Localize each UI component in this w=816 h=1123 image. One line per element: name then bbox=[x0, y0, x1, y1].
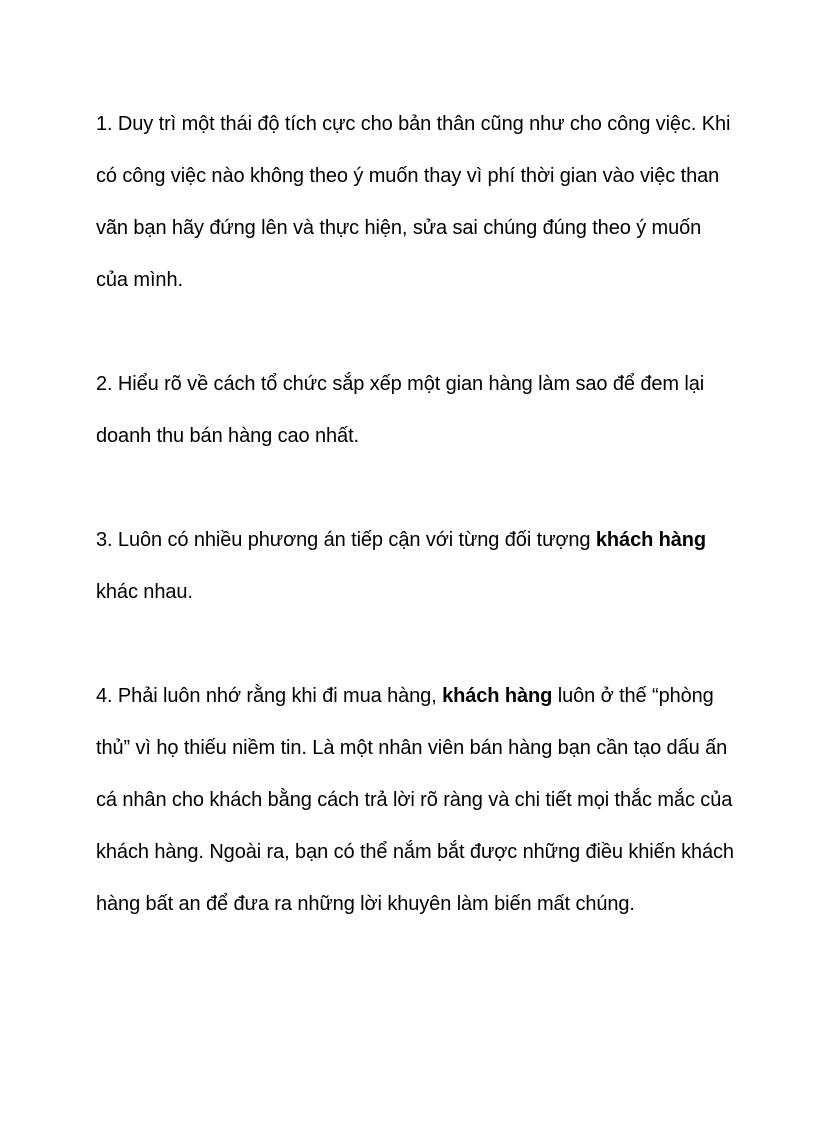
paragraph-3-bold-term: khách hàng bbox=[595, 529, 707, 551]
paragraph-3-text-start: 3. Luôn có nhiều phương án tiếp cận với từng đối tượng bbox=[96, 529, 596, 551]
paragraph-3 bbox=[96, 514, 736, 618]
document-body bbox=[96, 98, 736, 930]
paragraph-4-text-start: 4. Phải luôn nhớ rằng khi đi mua hàng, bbox=[96, 685, 443, 707]
paragraph-2-text: 2. Hiểu rõ về cách tổ chức sắp xếp một gian hàng làm sao để đem lại doanh thu bán hàng cao nhất. bbox=[96, 373, 705, 447]
paragraph-4 bbox=[96, 670, 736, 930]
paragraph-4-bold-term: khách hàng bbox=[442, 685, 553, 707]
paragraph-3-text-end: khác nhau. bbox=[96, 581, 193, 603]
paragraph-4-text-end: luôn ở thế “phòng thủ” vì họ thiếu niềm tin. Là một nhân viên bán hàng bạn cần tạo dấu ấn cá nhân cho khách bằng cách trả lời rõ ràng và chi tiết mọi thắc mắc của khách hàng. Ngoài ra, bạn có thể nắm bắt được những điều khiến khách hàng bất an để đưa ra những lời khuyên làm biến mất chúng. bbox=[96, 685, 734, 915]
paragraph-1-text: 1. Duy trì một thái độ tích cực cho bản thân cũng như cho công việc. Khi có công việc nào không theo ý muốn thay vì phí thời gian vào việc than vãn bạn hãy đứng lên và thực hiện, sửa sai chúng đúng theo ý muốn của mình. bbox=[96, 113, 731, 291]
paragraph-1 bbox=[96, 98, 736, 306]
paragraph-2 bbox=[96, 358, 736, 462]
